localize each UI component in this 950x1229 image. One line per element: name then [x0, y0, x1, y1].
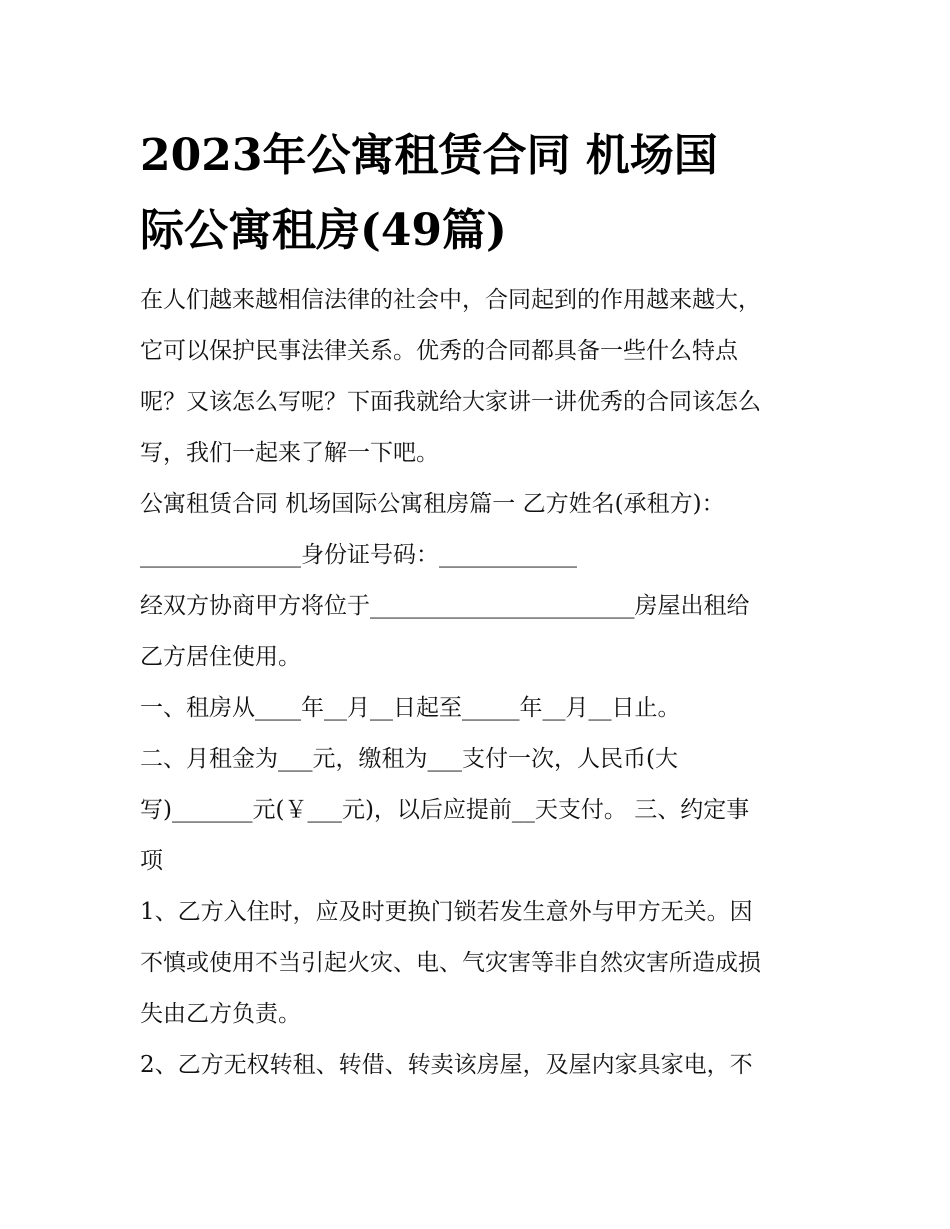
intro-line-4: 写，我们一起来了解一下吧。	[140, 440, 439, 466]
item-1-line-2: 不慎或使用不当引起火灾、电、气灾害等非自然灾害所造成损	[140, 950, 761, 976]
id-number-line: ______________身份证号码：____________	[140, 542, 577, 568]
item-1-line-1: 1、乙方入住时，应及时更换门锁若发生意外与甲方无关。因	[140, 899, 753, 925]
title-line-1: 2023年公寓租赁合同 机场国	[140, 130, 718, 181]
title-line-2: 际公寓租房(49篇)	[140, 205, 507, 256]
document-title	[140, 118, 830, 268]
clause-1-line: 一、租房从____年__月__日起至_____年__月__日止。	[140, 695, 681, 721]
property-usage-line: 乙方居住使用。	[140, 644, 301, 670]
clause-2-line-2: 写)_______元(￥___元)，以后应提前__天支付。 三、约定事	[140, 797, 750, 823]
document-body	[140, 275, 830, 1091]
contract-heading-line: 公寓租赁合同 机场国际公寓租房篇一 乙方姓名(承租方)：	[140, 491, 725, 517]
property-location-line: 经双方协商甲方将位于_______________________房屋出租给	[140, 593, 750, 619]
item-1-line-3: 失由乙方负责。	[140, 1001, 301, 1027]
intro-line-2: 它可以保护民事法律关系。优秀的合同都具备一些什么特点	[140, 338, 738, 364]
clause-3-heading-tail: 项	[140, 848, 163, 874]
intro-line-1: 在人们越来越相信法律的社会中，合同起到的作用越来越大，	[140, 287, 761, 313]
intro-line-3: 呢？又该怎么写呢？下面我就给大家讲一讲优秀的合同该怎么	[140, 389, 761, 415]
clause-2-line-1: 二、月租金为___元，缴租为___支付一次，人民币(大	[140, 746, 678, 772]
item-2-line-1: 2、乙方无权转租、转借、转卖该房屋，及屋内家具家电，不	[140, 1052, 753, 1078]
